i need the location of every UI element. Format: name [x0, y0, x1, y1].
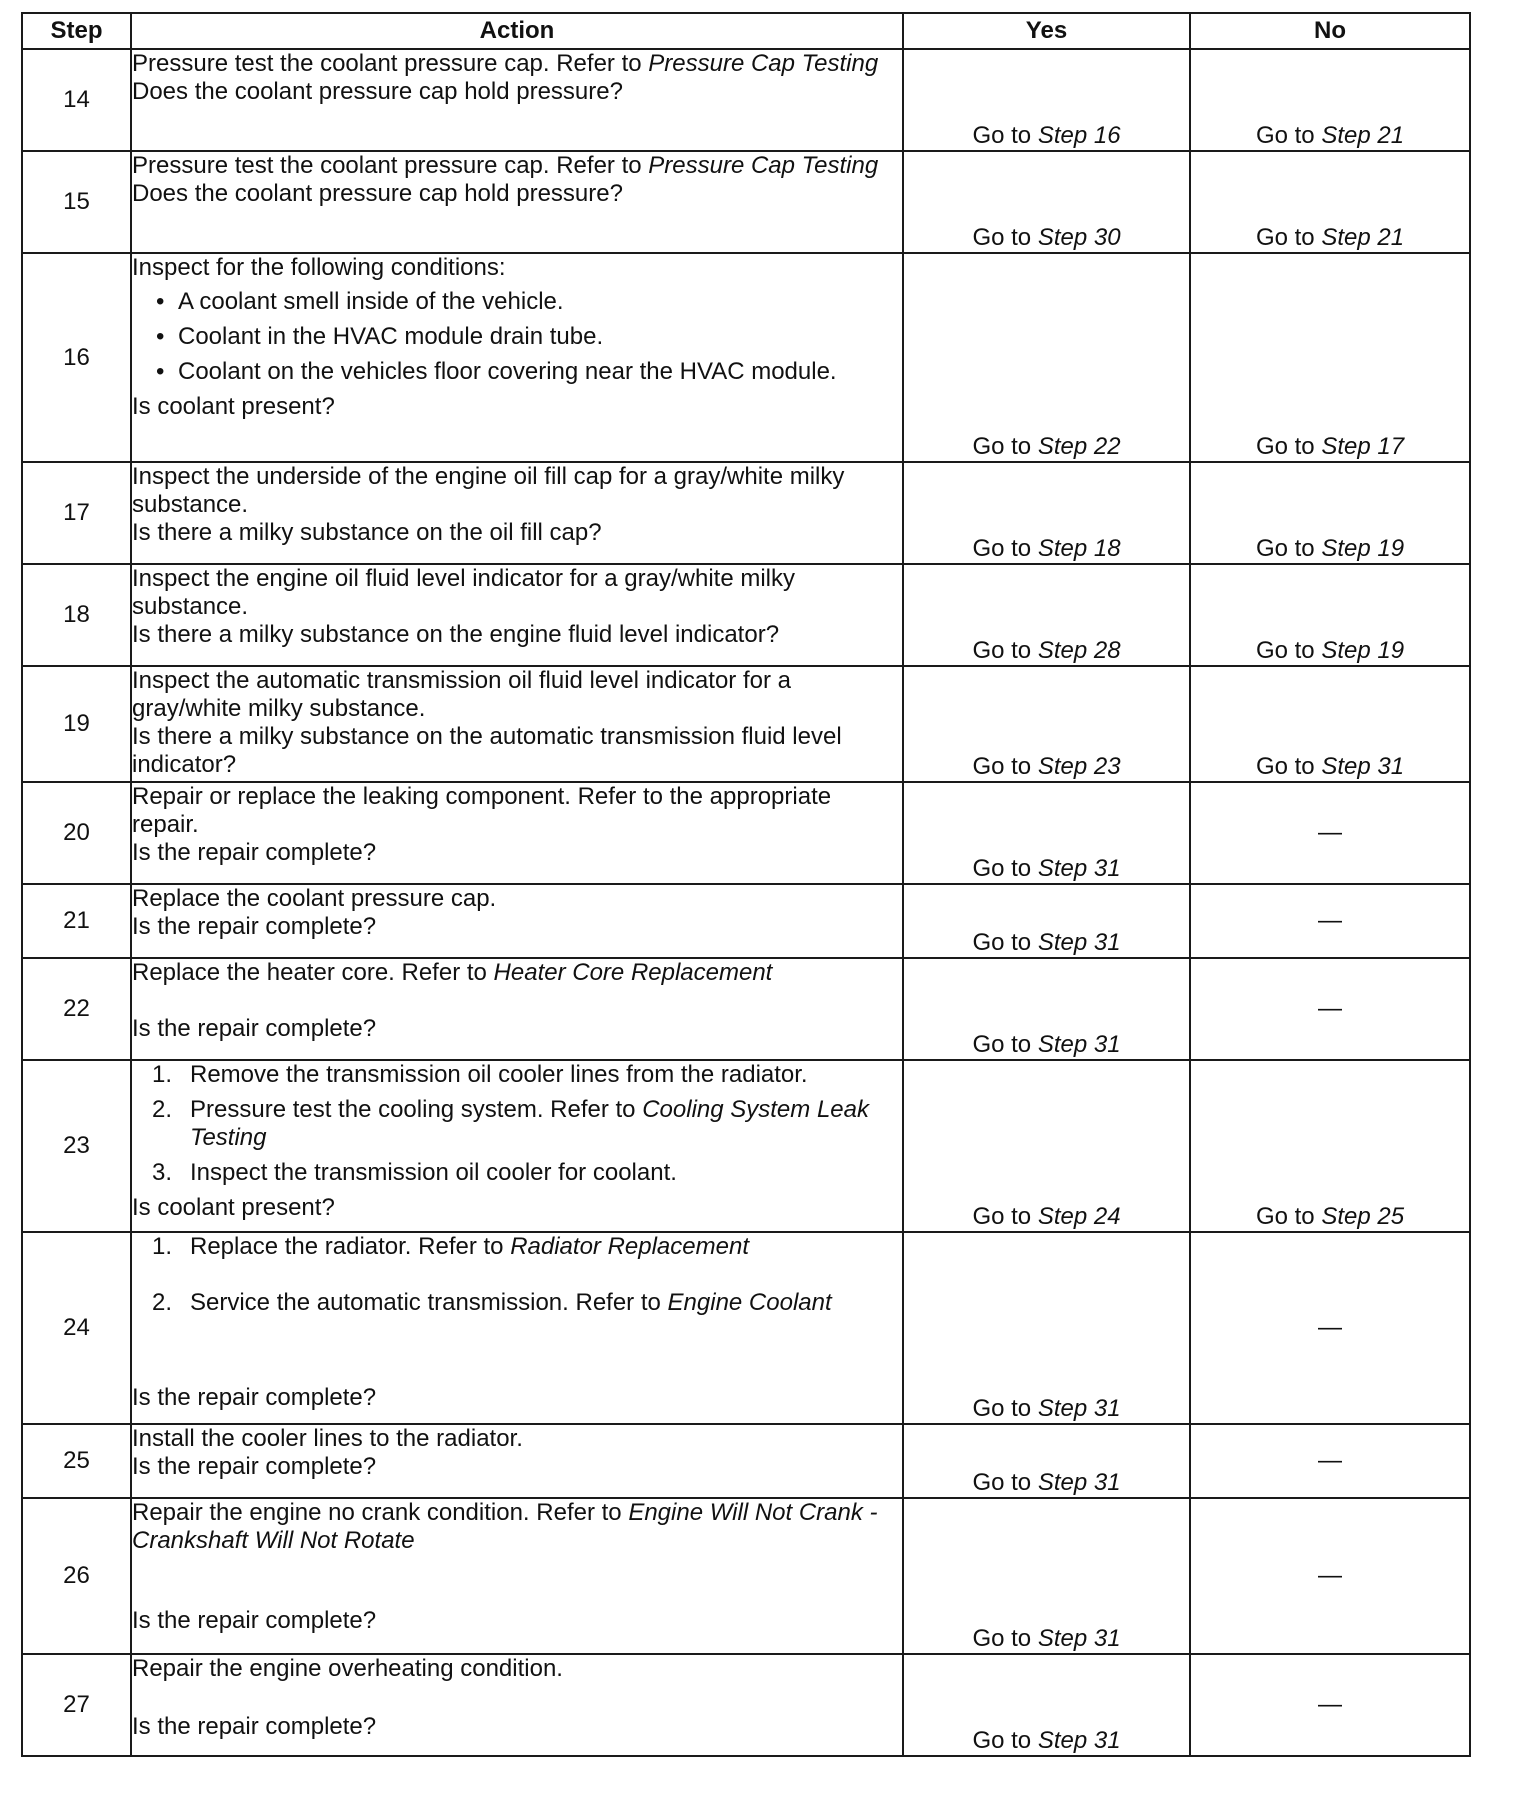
action-text — [132, 1425, 902, 1453]
yes-cell — [903, 782, 1190, 884]
diagnostic-table — [21, 12, 1471, 1757]
action-reference[interactable]: Heater Core Replacement — [493, 959, 773, 986]
go-to-label: Go to — [972, 1727, 1032, 1754]
table-body — [22, 49, 1470, 1756]
yes-step-link[interactable]: Step 31 — [1037, 855, 1121, 882]
action-text — [132, 667, 902, 723]
step-number: 15 — [22, 151, 131, 253]
question-text: Is the repair complete? — [132, 913, 377, 940]
yes-step-link[interactable]: Step 23 — [1037, 753, 1121, 780]
table-row — [22, 884, 1470, 958]
step-number: 17 — [22, 462, 131, 564]
action-cell — [131, 884, 903, 958]
action-cell — [131, 666, 903, 782]
no-dash: — — [1190, 884, 1470, 958]
yes-step-link[interactable]: Step 31 — [1037, 1625, 1121, 1652]
action-instruction: Repair the engine overheating condition. — [132, 1655, 563, 1682]
no-cell — [1190, 666, 1470, 782]
action-cell — [131, 1424, 903, 1498]
go-to-label: Go to — [1255, 535, 1315, 562]
action-cell — [131, 958, 903, 1060]
header-row — [22, 13, 1470, 49]
no-step-link[interactable]: Step 31 — [1321, 753, 1405, 780]
yes-step-link[interactable]: Step 16 — [1037, 122, 1121, 149]
procedure-reference[interactable]: Engine Coolant — [667, 1289, 832, 1316]
yes-cell — [903, 151, 1190, 253]
action-text — [132, 783, 902, 839]
yes-cell — [903, 1654, 1190, 1756]
step-number: 23 — [22, 1060, 131, 1232]
header-no: No — [1190, 13, 1470, 49]
yes-cell — [903, 49, 1190, 151]
step-number: 22 — [22, 958, 131, 1060]
step-number: 26 — [22, 1498, 131, 1654]
go-to-label: Go to — [972, 855, 1032, 882]
action-cell — [131, 1654, 903, 1756]
action-cell — [131, 564, 903, 666]
action-instruction: Repair the engine no crank condition. Refer to — [132, 1499, 629, 1526]
table-row — [22, 782, 1470, 884]
procedure-number: 1. — [152, 1061, 173, 1088]
action-cell — [131, 1232, 903, 1424]
header-step: Step — [22, 13, 131, 49]
question-text: Is coolant present? — [132, 1194, 335, 1221]
action-cell — [131, 1498, 903, 1654]
question-text: Is the repair complete? — [132, 1453, 377, 1480]
header-action: Action — [131, 13, 903, 49]
no-dash: — — [1190, 958, 1470, 1060]
action-text — [132, 50, 902, 78]
yes-cell — [903, 1232, 1190, 1424]
action-cell — [131, 782, 903, 884]
action-text — [132, 885, 902, 913]
procedure-text: Inspect the transmission oil cooler for coolant. — [190, 1159, 677, 1186]
question-text: Is there a milky substance on the engine fluid level indicator? — [132, 621, 780, 648]
question-text: Does the coolant pressure cap hold pressure? — [132, 180, 623, 207]
yes-cell — [903, 462, 1190, 564]
action-instruction: Install the cooler lines to the radiator. — [132, 1425, 523, 1452]
condition-list — [132, 288, 902, 386]
yes-step-link[interactable]: Step 31 — [1037, 1469, 1121, 1496]
action-text — [132, 254, 902, 282]
table-row — [22, 253, 1470, 462]
go-to-label: Go to — [972, 224, 1032, 251]
step-number: 14 — [22, 49, 131, 151]
no-dash: — — [1190, 1424, 1470, 1498]
action-instruction: Inspect for the following conditions: — [132, 254, 506, 281]
step-number: 18 — [22, 564, 131, 666]
no-cell — [1190, 1060, 1470, 1232]
no-step-link[interactable]: Step 19 — [1321, 535, 1405, 562]
action-instruction: Inspect the automatic transmission oil fluid level indicator for a gray/white milky substance. — [132, 667, 791, 722]
action-instruction: Inspect the engine oil fluid level indicator for a gray/white milky substance. — [132, 565, 795, 620]
procedure-number: 2. — [152, 1289, 173, 1316]
procedure-text: Pressure test the cooling system. Refer to — [190, 1096, 643, 1123]
yes-cell — [903, 1424, 1190, 1498]
action-text — [132, 565, 902, 621]
go-to-label: Go to — [1255, 433, 1315, 460]
go-to-label: Go to — [1255, 637, 1315, 664]
no-dash: — — [1190, 782, 1470, 884]
question-text: Is the repair complete? — [132, 1015, 377, 1042]
go-to-label: Go to — [972, 753, 1032, 780]
yes-cell — [903, 884, 1190, 958]
go-to-label: Go to — [972, 1395, 1032, 1422]
step-number: 19 — [22, 666, 131, 782]
action-cell — [131, 253, 903, 462]
no-dash: — — [1190, 1232, 1470, 1424]
table-row — [22, 1498, 1470, 1654]
step-number: 24 — [22, 1232, 131, 1424]
yes-cell — [903, 666, 1190, 782]
procedure-list — [132, 1233, 902, 1317]
question-text: Is coolant present? — [132, 393, 335, 420]
action-reference[interactable]: Pressure Cap Testing — [648, 152, 879, 179]
action-text — [132, 152, 902, 180]
no-cell — [1190, 564, 1470, 666]
go-to-label: Go to — [972, 1203, 1032, 1230]
table-row — [22, 462, 1470, 564]
action-text — [132, 959, 902, 987]
no-dash: — — [1190, 1654, 1470, 1756]
go-to-label: Go to — [972, 535, 1032, 562]
no-cell — [1190, 462, 1470, 564]
condition-item: • A coolant smell inside of the vehicle. — [156, 288, 902, 316]
question-text: Is the repair complete? — [132, 1607, 377, 1634]
action-instruction: Pressure test the coolant pressure cap. Refer to — [132, 152, 649, 179]
question-text: Is the repair complete? — [132, 839, 377, 866]
yes-step-link[interactable]: Step 22 — [1037, 433, 1121, 460]
table-row — [22, 1654, 1470, 1756]
procedure-text: Remove the transmission oil cooler lines from the radiator. — [190, 1061, 808, 1088]
action-instruction: Repair or replace the leaking component. Refer to the appropriate repair. — [132, 783, 832, 838]
go-to-label: Go to — [972, 433, 1032, 460]
header-yes: Yes — [903, 13, 1190, 49]
no-cell — [1190, 253, 1470, 462]
yes-step-link[interactable]: Step 31 — [1037, 1031, 1121, 1058]
yes-cell — [903, 1498, 1190, 1654]
go-to-label: Go to — [1255, 122, 1315, 149]
table-row — [22, 564, 1470, 666]
yes-step-link[interactable]: Step 30 — [1037, 224, 1121, 251]
procedure-item — [152, 1289, 902, 1317]
step-number: 21 — [22, 884, 131, 958]
table-row — [22, 151, 1470, 253]
action-instruction: Replace the coolant pressure cap. — [132, 885, 497, 912]
action-cell — [131, 151, 903, 253]
procedure-reference[interactable]: Cooling System Leak Testing — [190, 1096, 869, 1151]
procedure-item — [152, 1233, 902, 1261]
go-to-label: Go to — [972, 1625, 1032, 1652]
yes-step-link[interactable]: Step 31 — [1037, 1395, 1121, 1422]
action-cell — [131, 1060, 903, 1232]
go-to-label: Go to — [972, 122, 1032, 149]
table-row — [22, 1232, 1470, 1424]
procedure-number: 2. — [152, 1096, 173, 1123]
action-instruction: Replace the heater core. Refer to — [132, 959, 494, 986]
no-step-link[interactable]: Step 25 — [1321, 1203, 1405, 1230]
question-text: Is the repair complete? — [132, 1384, 377, 1411]
question-text: Is the repair complete? — [132, 1713, 377, 1740]
procedure-item — [152, 1159, 902, 1187]
go-to-label: Go to — [1255, 753, 1315, 780]
yes-step-link[interactable]: Step 31 — [1037, 929, 1121, 956]
go-to-label: Go to — [1255, 224, 1315, 251]
action-reference[interactable]: Pressure Cap Testing — [648, 50, 879, 77]
procedure-list — [132, 1061, 902, 1187]
action-instruction: Pressure test the coolant pressure cap. Refer to — [132, 50, 649, 77]
step-number: 27 — [22, 1654, 131, 1756]
go-to-label: Go to — [972, 1469, 1032, 1496]
condition-item: • Coolant on the vehicles floor covering near the HVAC module. — [156, 358, 902, 386]
no-dash: — — [1190, 1498, 1470, 1654]
no-cell — [1190, 151, 1470, 253]
table-row — [22, 666, 1470, 782]
no-step-link[interactable]: Step 19 — [1321, 637, 1405, 664]
action-cell — [131, 462, 903, 564]
question-text: Is there a milky substance on the automatic transmission fluid level indicator? — [132, 723, 842, 778]
yes-step-link[interactable]: Step 28 — [1037, 637, 1121, 664]
action-reference[interactable]: Engine Will Not Crank - Crankshaft Will Not Rotate — [132, 1499, 878, 1554]
go-to-label: Go to — [972, 929, 1032, 956]
table-row — [22, 1060, 1470, 1232]
no-step-link[interactable]: Step 21 — [1321, 224, 1405, 251]
question-text: Does the coolant pressure cap hold pressure? — [132, 78, 623, 105]
go-to-label: Go to — [972, 1031, 1032, 1058]
procedure-number: 3. — [152, 1159, 173, 1186]
step-number: 25 — [22, 1424, 131, 1498]
go-to-label: Go to — [972, 637, 1032, 664]
yes-cell — [903, 564, 1190, 666]
procedure-number: 1. — [152, 1233, 173, 1260]
table-row — [22, 49, 1470, 151]
yes-cell — [903, 958, 1190, 1060]
go-to-label: Go to — [1255, 1203, 1315, 1230]
step-number: 20 — [22, 782, 131, 884]
procedure-item — [152, 1096, 902, 1152]
procedure-reference[interactable]: Radiator Replacement — [510, 1233, 749, 1260]
no-step-link[interactable]: Step 21 — [1321, 122, 1405, 149]
question-text: Is there a milky substance on the oil fill cap? — [132, 519, 602, 546]
procedure-text: Service the automatic transmission. Refer to — [190, 1289, 668, 1316]
action-cell — [131, 49, 903, 151]
procedure-text: Replace the radiator. Refer to — [190, 1233, 511, 1260]
action-text — [132, 463, 902, 519]
procedure-item — [152, 1061, 902, 1089]
yes-step-link[interactable]: Step 18 — [1037, 535, 1121, 562]
action-text — [132, 1655, 902, 1683]
yes-cell — [903, 1060, 1190, 1232]
table-row — [22, 1424, 1470, 1498]
no-cell — [1190, 49, 1470, 151]
action-instruction: Inspect the underside of the engine oil fill cap for a gray/white milky substance. — [132, 463, 845, 518]
yes-cell — [903, 253, 1190, 462]
action-text — [132, 1499, 902, 1555]
condition-item: • Coolant in the HVAC module drain tube. — [156, 323, 902, 351]
yes-step-link[interactable]: Step 24 — [1037, 1203, 1121, 1230]
no-step-link[interactable]: Step 17 — [1321, 433, 1405, 460]
step-number: 16 — [22, 253, 131, 462]
table-row — [22, 958, 1470, 1060]
yes-step-link[interactable]: Step 31 — [1037, 1727, 1121, 1754]
